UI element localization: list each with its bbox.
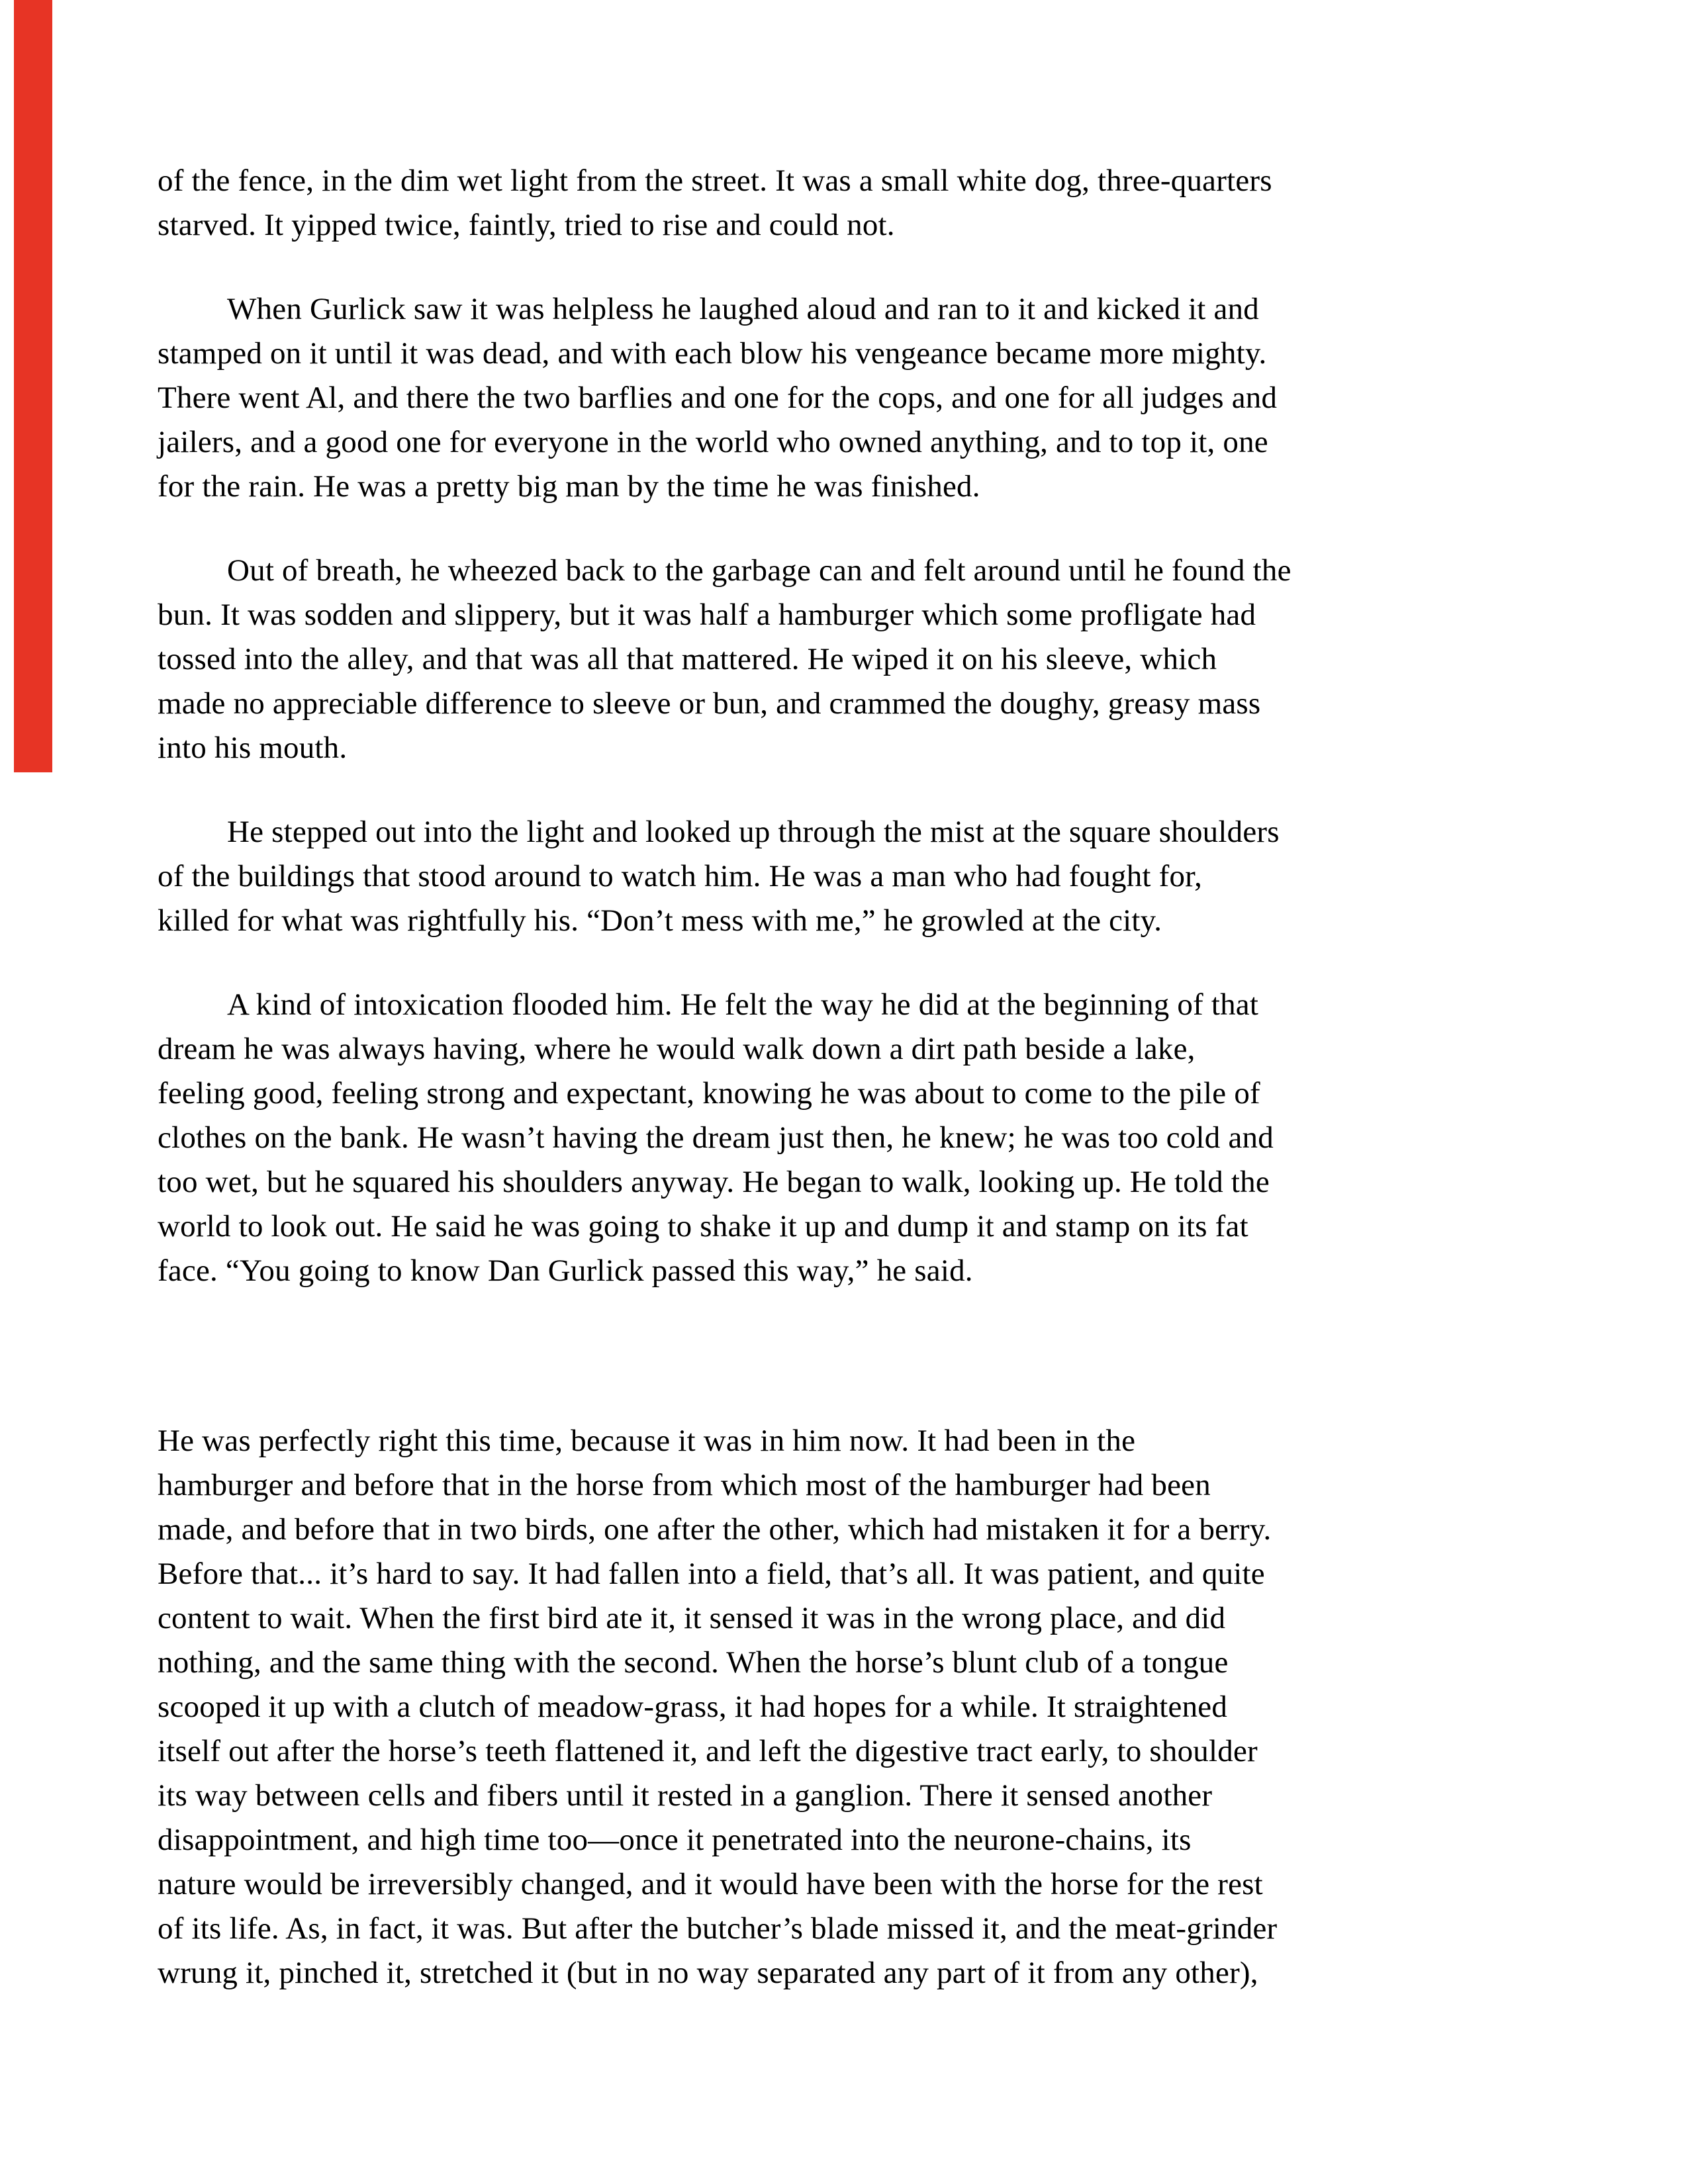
text-line: nature would be irreversibly changed, and it would have been with the horse for the rest — [158, 1867, 1263, 1901]
text-line: clothes on the bank. He wasn’t having the dream just then, he knew; he was too cold and — [158, 1120, 1274, 1155]
text-line: killed for what was rightfully his. “Don’t mess with me,” he growled at the city. — [158, 903, 1162, 938]
paragraph — [158, 549, 1530, 770]
text-line: tossed into the alley, and that was all that mattered. He wiped it on his sleeve, which — [158, 642, 1217, 676]
text-line: hamburger and before that in the horse from which most of the hamburger had been — [158, 1468, 1211, 1502]
text-line: wrung it, pinched it, stretched it (but in no way separated any part of it from any other), — [158, 1956, 1258, 1990]
text-line: made no appreciable difference to sleeve or bun, and crammed the doughy, greasy mass — [158, 686, 1261, 721]
text-line: nothing, and the same thing with the second. When the horse’s blunt club of a tongue — [158, 1645, 1229, 1680]
text-line: into his mouth. — [158, 731, 348, 765]
margin-highlight-bar — [14, 0, 52, 772]
text-line: of the buildings that stood around to watch him. He was a man who had fought for, — [158, 859, 1203, 893]
text-line: He was perfectly right this time, because it was in him now. It had been in the — [158, 1424, 1136, 1458]
text-line: Out of breath, he wheezed back to the garbage can and felt around until he found the — [227, 553, 1291, 588]
text-line: stamped on it until it was dead, and with each blow his vengeance became more mighty. — [158, 336, 1267, 371]
paragraph — [158, 983, 1530, 1293]
text-line: When Gurlick saw it was helpless he laughed aloud and ran to it and kicked it and — [227, 292, 1259, 326]
text-line: disappointment, and high time too—once it penetrated into the neurone-chains, its — [158, 1823, 1192, 1857]
text-line: jailers, and a good one for everyone in the world who owned anything, and to top it, one — [158, 425, 1268, 459]
text-line: There went Al, and there the two barflies and one for the cops, and one for all judges and — [158, 381, 1278, 415]
paragraph — [158, 1419, 1530, 1995]
text-line: feeling good, feeling strong and expectant, knowing he was about to come to the pile of — [158, 1076, 1260, 1111]
text-line: scooped it up with a clutch of meadow-grass, it had hopes for a while. It straightened — [158, 1690, 1228, 1724]
text-line: of the fence, in the dim wet light from the street. It was a small white dog, three-quarters — [158, 163, 1272, 198]
text-line: of its life. As, in fact, it was. But after the butcher’s blade missed it, and the meat-grinder — [158, 1911, 1278, 1946]
text-line: its way between cells and fibers until it rested in a ganglion. There it sensed another — [158, 1778, 1213, 1813]
paragraph — [158, 810, 1530, 943]
text-line: He stepped out into the light and looked up through the mist at the square shoulders — [227, 815, 1280, 849]
text-line: itself out after the horse’s teeth flattened it, and left the digestive tract early, to shoulder — [158, 1734, 1258, 1768]
text-line: dream he was always having, where he would walk down a dirt path beside a lake, — [158, 1032, 1196, 1066]
text-line: face. “You going to know Dan Gurlick passed this way,” he said. — [158, 1253, 973, 1288]
paragraph — [158, 159, 1530, 248]
text-line: A kind of intoxication flooded him. He felt the way he did at the beginning of that — [227, 987, 1259, 1022]
page-text — [158, 159, 1530, 1995]
text-line: for the rain. He was a pretty big man by the time he was finished. — [158, 469, 980, 504]
text-line: content to wait. When the first bird ate it, it sensed it was in the wrong place, and did — [158, 1601, 1226, 1635]
text-line: made, and before that in two birds, one after the other, which had mistaken it for a berry. — [158, 1512, 1272, 1547]
text-line: Before that... it’s hard to say. It had fallen into a field, that’s all. It was patient, and quite — [158, 1557, 1265, 1591]
text-line: too wet, but he squared his shoulders anyway. He began to walk, looking up. He told the — [158, 1165, 1270, 1199]
paragraph — [158, 287, 1530, 509]
text-line: bun. It was sodden and slippery, but it was half a hamburger which some profligate had — [158, 598, 1256, 632]
text-line: starved. It yipped twice, faintly, tried to rise and could not. — [158, 208, 895, 242]
text-line: world to look out. He said he was going to shake it up and dump it and stamp on its fat — [158, 1209, 1248, 1244]
